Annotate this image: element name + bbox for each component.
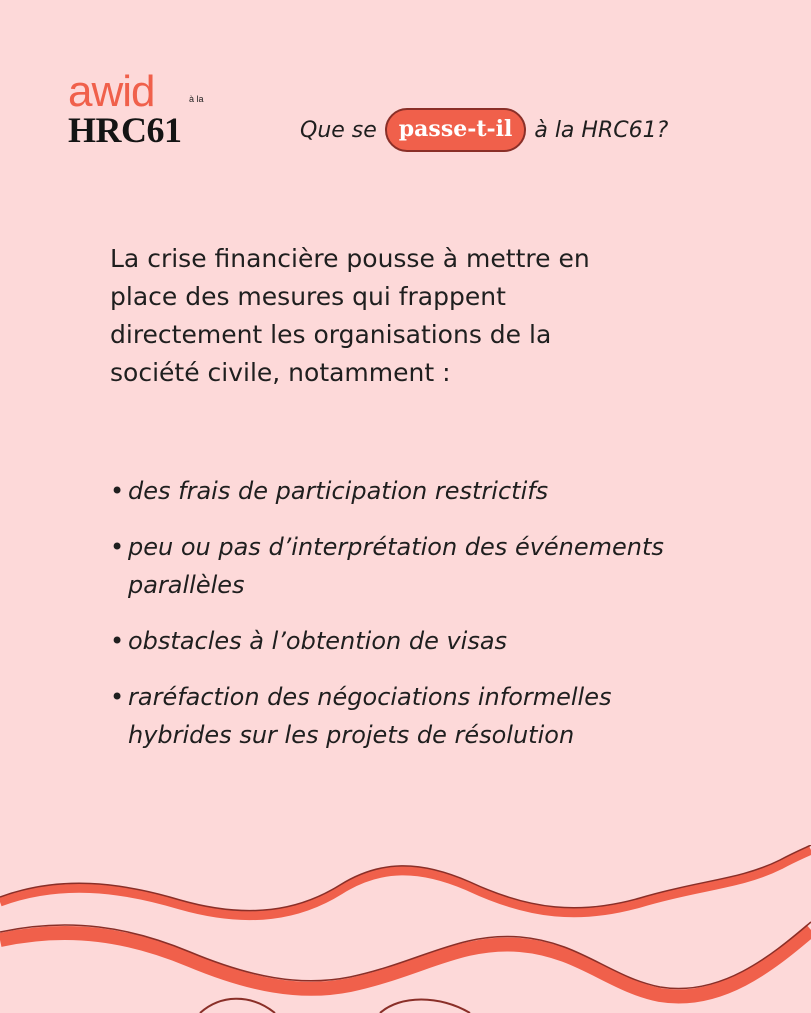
wave-band-middle [0,930,811,997]
wave-band-top [0,850,811,916]
wave-arc-bottom [200,999,275,1013]
list-item: • des frais de participation restrictifs [110,472,700,510]
measures-list [110,472,700,772]
list-item: • obstacles à l’obtention de visas [110,622,700,660]
logo-connector: à la [189,94,204,104]
header-question [300,108,668,152]
logo-brand: awid [68,67,155,116]
logo-event: HRC61 [68,110,182,150]
intro-paragraph: La crise financière pousse à mettre en place des mesures qui frappent directement les organisations de la société civile, notamment : [110,244,590,387]
list-item: • peu ou pas d’interprétation des événements parallèles [110,528,700,604]
wave-arc-bottom-right [380,1000,470,1013]
wave-band-top-outline [0,845,811,911]
question-prefix: Que se [300,117,377,143]
awid-hrc61-logo [68,67,218,150]
decorative-waves [0,845,811,1013]
question-highlight-pill: passe-t-il [385,108,527,152]
question-suffix: à la HRC61? [534,117,669,143]
list-item: • raréfaction des négociations informelles hybrides sur les projets de résolution [110,678,700,754]
